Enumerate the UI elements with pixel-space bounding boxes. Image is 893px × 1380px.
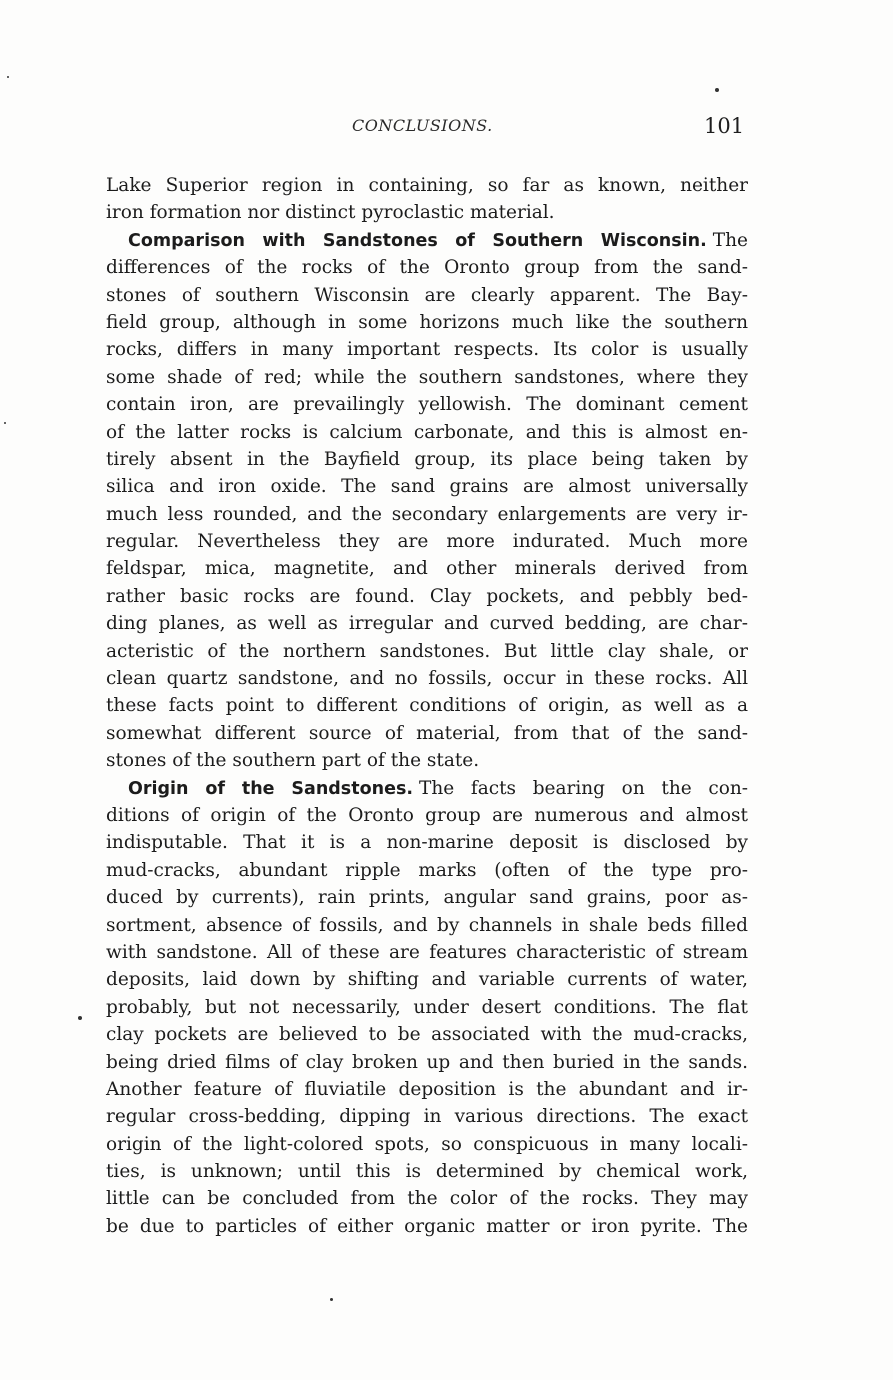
text-line: little can be concluded from the color of the rocks. They may: [106, 1188, 748, 1210]
text-line: rather basic rocks are found. Clay pockets, and pebbly bed-: [106, 585, 748, 607]
scan-speck: [330, 1298, 333, 1301]
text-line: origin of the light-colored spots, so conspicuous in many locali-: [106, 1133, 748, 1155]
text-line: indisputable. That it is a non-marine deposit is disclosed by: [106, 832, 748, 854]
text-line: regular. Nevertheless they are more indurated. Much more: [106, 531, 748, 553]
text-line: deposits, laid down by shifting and variable currents of water,: [106, 969, 748, 991]
text-line: stones of southern Wisconsin are clearly apparent. The Bay-: [106, 284, 748, 306]
text-line: tirely absent in the Bayfield group, its place being taken by: [106, 448, 748, 470]
running-head-title: CONCLUSIONS.: [352, 116, 493, 135]
text-fragment: The facts bearing on the con-: [419, 777, 748, 799]
text-line: Lake Superior region in containing, so far as known, neither: [106, 175, 748, 196]
text-line: rocks, differs in many important respects. Its color is usually: [106, 339, 748, 361]
text-line: contain iron, are prevailingly yellowish. The dominant cement: [106, 394, 748, 416]
text-line: duced by currents), rain prints, angular sand grains, poor as-: [106, 887, 748, 909]
text-line: some shade of red; while the southern sandstones, where they: [106, 366, 748, 388]
body-text: [106, 172, 748, 1240]
text-fragment: The: [712, 229, 748, 251]
section-heading-origin: Origin of the Sandstones.: [128, 778, 414, 799]
text-line: somewhat different source of material, from that of the sand-: [106, 722, 748, 744]
section-heading-comparison: Comparison with Sandstones of Southern Wisconsin.: [128, 230, 707, 251]
text-line: stones of the southern part of the state.: [106, 750, 480, 772]
text-line: feldspar, mica, magnetite, and other minerals derived from: [106, 558, 748, 580]
text-line: sortment, absence of fossils, and by channels in shale beds filled: [106, 914, 748, 936]
text-line: ding planes, as well as irregular and curved bedding, are char-: [106, 613, 748, 635]
text-line: these facts point to different conditions of origin, as well as a: [106, 695, 748, 717]
text-line: being dried films of clay broken up and then buried in the sands.: [106, 1051, 748, 1073]
text-line: regular cross-bedding, dipping in various directions. The exact: [106, 1106, 748, 1128]
scan-speck: [715, 88, 719, 92]
text-line: with sandstone. All of these are features characteristic of stream: [106, 941, 748, 963]
section-heading-line: [106, 775, 748, 802]
text-line: probably, but not necessarily, under desert conditions. The flat: [106, 996, 748, 1018]
text-line: iron formation nor distinct pyroclastic material.: [106, 202, 555, 224]
page-number: 101: [704, 114, 745, 138]
scan-speck: [4, 422, 6, 424]
text-line: clean quartz sandstone, and no fossils, occur in these rocks. All: [106, 668, 748, 690]
text-line: ditions of origin of the Oronto group are numerous and almost: [106, 804, 748, 826]
text-line: be due to particles of either organic matter or iron pyrite. The: [106, 1215, 748, 1237]
text-line: silica and iron oxide. The sand grains are almost universally: [106, 476, 748, 498]
text-line: ties, is unknown; until this is determined by chemical work,: [106, 1161, 748, 1183]
section-heading-line: [106, 227, 748, 254]
scan-speck: [78, 1016, 82, 1020]
text-line: of the latter rocks is calcium carbonate, and this is almost en-: [106, 421, 748, 443]
text-line: Another feature of fluviatile deposition is the abundant and ir-: [106, 1078, 748, 1100]
text-line: much less rounded, and the secondary enlargements are very ir-: [106, 503, 748, 525]
text-line: acteristic of the northern sandstones. But little clay shale, or: [106, 640, 748, 662]
text-line: clay pockets are believed to be associated with the mud-cracks,: [106, 1024, 748, 1046]
text-line: field group, although in some horizons much like the southern: [106, 311, 748, 333]
text-line: mud-cracks, abundant ripple marks (often of the type pro-: [106, 859, 748, 881]
scan-speck: [7, 76, 9, 78]
text-line: differences of the rocks of the Oronto group from the sand-: [106, 257, 748, 279]
